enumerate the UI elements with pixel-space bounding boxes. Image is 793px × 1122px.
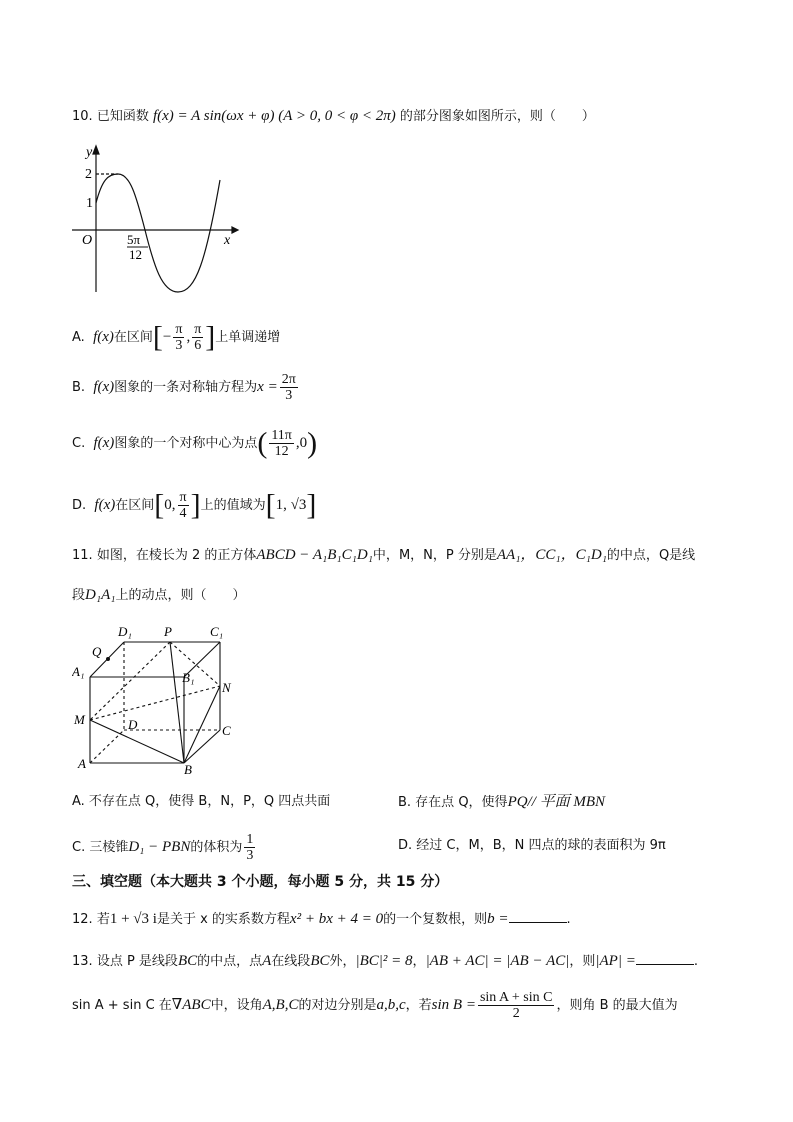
q11-option-d: D. 经过 C，M，B，N 四点的球的表面积为 9π — [398, 838, 666, 853]
option-math: PQ// 平面 MBN — [507, 794, 606, 810]
q11-text: 的中点， — [606, 548, 659, 563]
q13: 13. 设点 P 是线段BC的中点，点A在线段BC外，|BC|² = 8，|AB + AC| = |AB − AC|，则|AP| = . — [72, 950, 698, 972]
q11-option-b — [398, 792, 605, 813]
option-text-2: 上的值域为 — [200, 498, 266, 513]
y-label: y — [86, 145, 93, 160]
q13-number: 13. — [72, 954, 93, 969]
option-text: B. 存在点 Q，使得 — [398, 795, 508, 810]
q13-condition-1: |BC|² = 8 — [355, 953, 413, 969]
q11-cube-figure — [72, 620, 247, 780]
label-b1: B₁ — [182, 670, 195, 685]
interval-end: $\frac{\pi}{6}$ — [194, 322, 202, 353]
option-fraction: $\frac{2\pi}{3}$ — [281, 372, 296, 403]
q12-equation: x² + bx + 4 = 0 — [289, 911, 384, 927]
q14-angles: A,B,C — [262, 997, 299, 1013]
option-eq: x = — [257, 379, 278, 395]
q11-text: 上的动点，则（ ） — [115, 588, 246, 603]
label-n: N — [222, 680, 231, 695]
option-text: 图象的一条对称轴方程为 — [114, 380, 258, 395]
q10-option-b — [72, 372, 300, 403]
interval-start: $\frac{\pi}{3}$ — [175, 322, 183, 353]
option-func: f(x) — [93, 379, 115, 395]
option-math: D₁ − PBN — [128, 839, 191, 855]
q10-option-a: A. f(x)在区间[− $\frac{\pi}{3}$ , $\frac{\pi}{6}$ ]上单调递增 — [72, 320, 281, 354]
label-q: Q — [92, 644, 102, 659]
q11-stem-line1 — [72, 545, 695, 566]
option-func: f(x) — [93, 435, 115, 451]
cube-name: ABCD − A₁B₁C₁D₁ — [256, 547, 373, 563]
option-func: f(x) — [94, 497, 116, 513]
line-pb — [170, 642, 184, 763]
q14 — [72, 990, 678, 1021]
q14-sides: a,b,c — [376, 997, 406, 1013]
x-arrow-icon — [232, 227, 238, 233]
q10-option-d: D. f(x)在区间[0, $\frac{\pi}{4}$ ]上的值域为[1, √3] — [72, 488, 317, 522]
q13-condition-2: |AB + AC| = |AB − AC| — [425, 953, 570, 969]
q10-number: 10. — [72, 109, 93, 124]
q11-text: 中， — [372, 548, 399, 563]
option-text-2: 的体积为 — [190, 840, 243, 855]
label-b: B — [184, 762, 192, 777]
label-c1: C₁ — [210, 624, 224, 639]
q11-text: 段 — [72, 588, 86, 603]
q11-text: 如图，在棱长为 2 的正方体 — [96, 548, 257, 563]
q14-text: 在 — [158, 998, 172, 1013]
q12-text: 是关于 x 的实系数方程 — [156, 912, 290, 927]
q11-points: M，N，P — [398, 548, 454, 563]
q10-tail: 的部分图象如图所示，则（ ） — [399, 109, 595, 124]
label-a: A — [78, 756, 86, 771]
option-text: C. 三棱锥 — [72, 840, 129, 855]
hidden-line-mn — [90, 686, 220, 720]
q11-point-q: Q — [658, 548, 670, 563]
q11-segment: D₁A₁ — [85, 587, 116, 603]
option-text: 图象的一个对称中心为点 — [114, 436, 258, 451]
label-d1: D₁ — [118, 624, 132, 639]
q11-number: 11. — [72, 548, 93, 563]
q11-option-a: A. 不存在点 Q，使得 B，N，P，Q 四点共面 — [72, 794, 331, 809]
q10-formula: f(x) = A sin(ωx + φ) (A > 0, 0 < φ < 2π) — [152, 108, 396, 124]
interval-start: 0 — [164, 497, 172, 513]
q12-text: 的一个复数根，则 — [383, 912, 488, 927]
label-a1: A₁ — [72, 664, 85, 679]
label-p: P — [164, 624, 172, 639]
x-tick-num: 5π — [127, 232, 141, 247]
option-fraction: $\frac{1}{3}$ — [246, 832, 254, 863]
q13-ap: |AP| = — [595, 953, 636, 969]
hidden-edge — [90, 730, 124, 763]
q14-text: ，若 — [405, 998, 432, 1013]
label-d: D — [128, 717, 138, 732]
q13-text: 外， — [329, 954, 356, 969]
option-letter: A. — [72, 330, 85, 345]
q13-text: 的中点，点 — [197, 954, 263, 969]
section-title: 三、填空题（本大题共 3 个小题，每小题 5 分，共 15 分） — [72, 874, 449, 890]
option-letter: C. — [72, 436, 86, 451]
q14-number: sin A + sin C — [72, 998, 155, 1013]
edge — [184, 730, 220, 763]
option-letter: B. — [72, 380, 86, 395]
q11-text: 分别是 — [457, 548, 497, 563]
option-letter: D. — [72, 498, 87, 513]
q10-option-c: C. f(x)图象的一个对称中心为点( $\frac{11\pi}{12}$ ,0) — [72, 426, 318, 460]
q10-lead: 已知函数 — [96, 109, 149, 124]
q14-text: ，则角 B 的最大值为 — [556, 998, 678, 1013]
sine-curve — [96, 174, 220, 292]
q14-fraction: $\frac{\text{sin A + sin C}}{2}$ — [479, 990, 553, 1021]
q10-stem — [72, 106, 595, 127]
q11-text: 是线 — [669, 548, 696, 563]
origin-label: O — [82, 233, 93, 248]
x-tick-den: 12 — [129, 247, 142, 262]
q12-number: 12. — [72, 912, 93, 927]
q11-edges: AA₁，CC₁，C₁D₁ — [496, 547, 607, 563]
option-y: 0 — [299, 435, 308, 451]
hidden-line-pm — [90, 642, 170, 720]
option-fraction: $\frac{11\pi}{12}$ — [271, 428, 292, 459]
tick-1: 1 — [86, 196, 93, 211]
q14-text: 中，设角 — [210, 998, 263, 1013]
option-text: 在区间 — [115, 498, 155, 513]
q12-b: b = — [487, 911, 509, 927]
answer-blank[interactable] — [636, 950, 694, 965]
q13-text: ，则 — [569, 954, 596, 969]
q13-text: 在线段 — [271, 954, 311, 969]
answer-blank[interactable] — [509, 908, 567, 923]
q14-text: 的对边分别是 — [298, 998, 377, 1013]
q13-text: 设点 P 是线段 — [96, 954, 178, 969]
q11-stem-line2 — [72, 585, 245, 606]
point-q — [106, 657, 110, 661]
q14-lhs: sin B = — [431, 997, 476, 1013]
q12: 12. 若1 + √3 i是关于 x 的实系数方程x² + bx + 4 = 0的一个复数根，则b = . — [72, 908, 571, 930]
option-func: f(x) — [93, 329, 114, 345]
q10-sine-graph — [72, 140, 252, 300]
option-fraction: $\frac{\pi}{4}$ — [179, 490, 187, 521]
q14-triangle: ∇ABC — [171, 997, 211, 1013]
q13-bc: BC — [177, 953, 198, 969]
label-c: C — [222, 723, 231, 738]
label-m: M — [74, 712, 85, 727]
q13-bc: BC — [310, 953, 330, 969]
q11-option-c — [72, 832, 257, 863]
line-bn — [184, 686, 220, 763]
q12-text: 若 — [96, 912, 110, 927]
option-text: 在区间 — [113, 330, 153, 345]
tick-2: 2 — [85, 167, 92, 182]
option-range: 1, √3 — [275, 497, 307, 513]
y-arrow-icon — [93, 146, 99, 154]
x-label: x — [224, 233, 231, 248]
q13-a: A — [262, 953, 272, 969]
q12-root: 1 + √3 i — [109, 911, 157, 927]
option-text-2: 上单调递增 — [215, 330, 281, 345]
